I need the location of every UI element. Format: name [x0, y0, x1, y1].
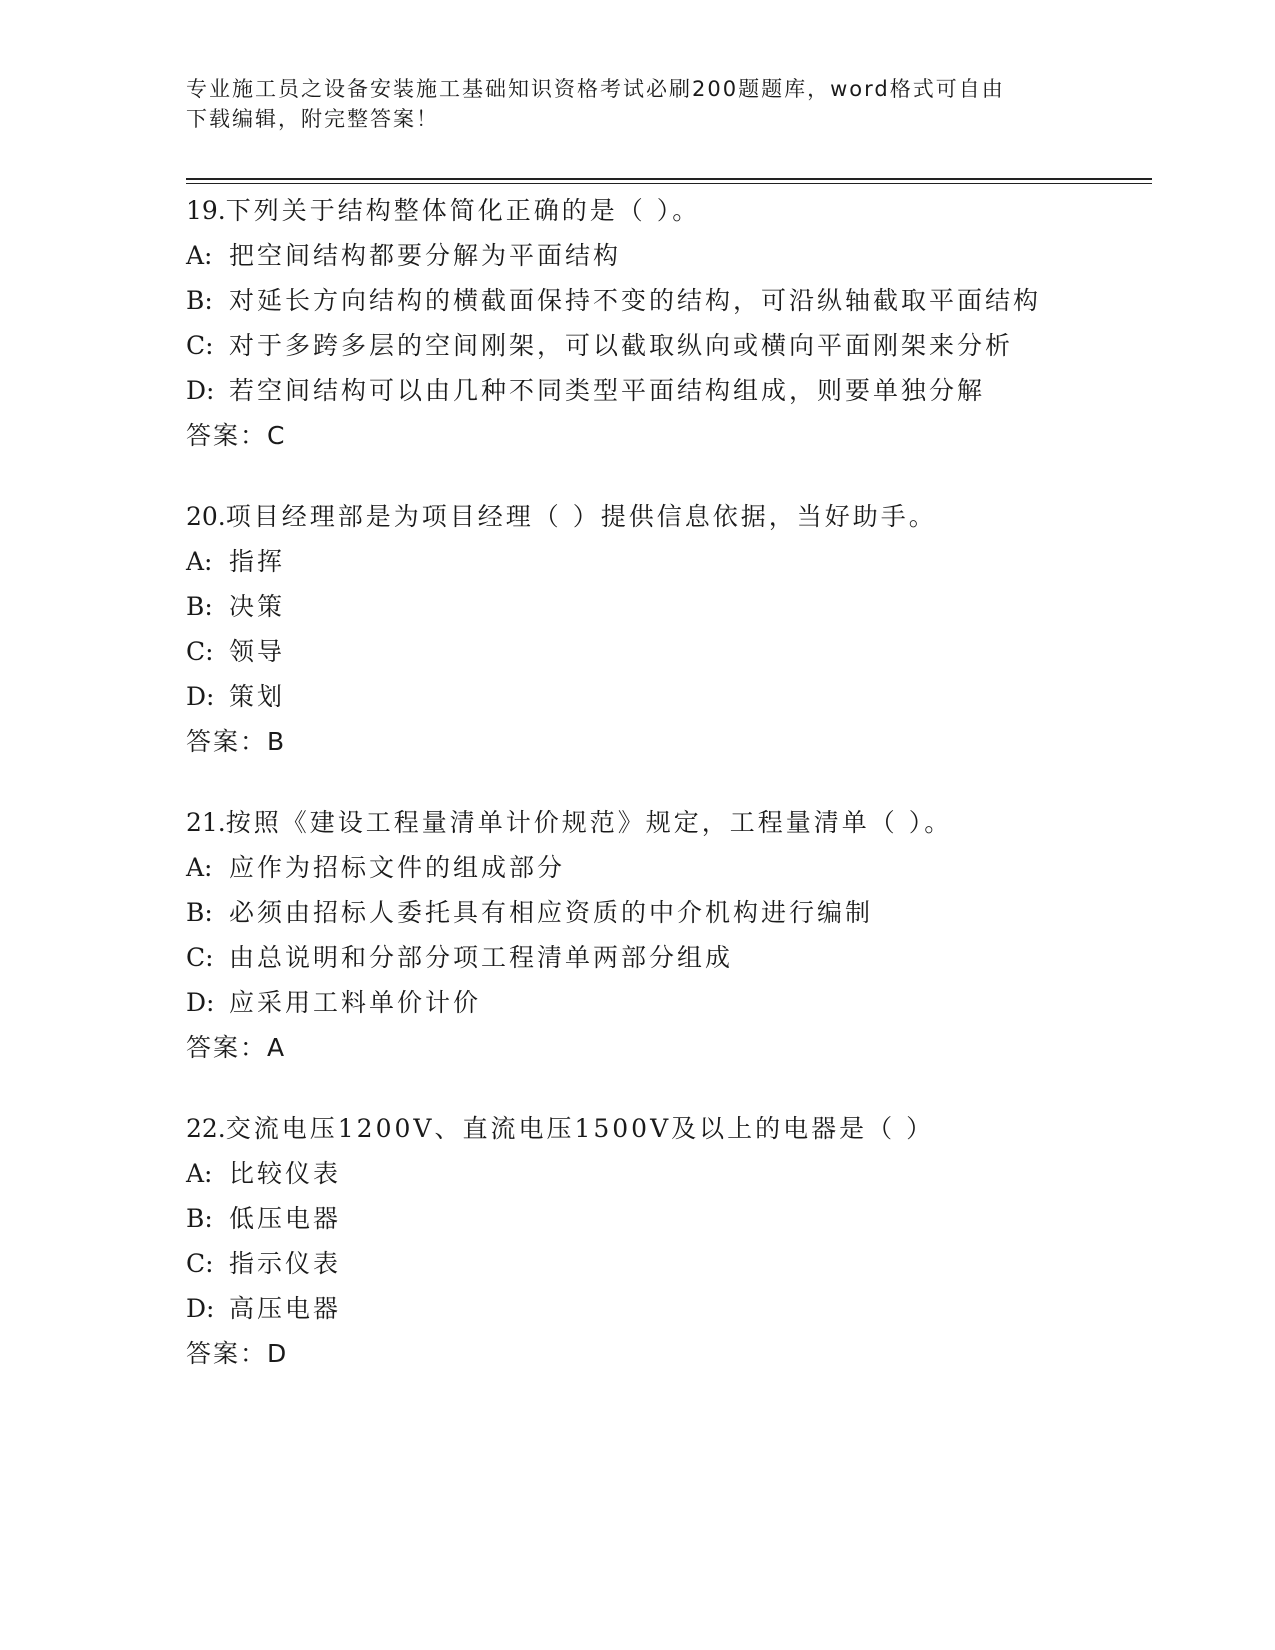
option-text: 指示仪表 — [229, 1249, 342, 1278]
question-20 — [186, 494, 1146, 764]
header-line-1: 专业施工员之设备安装施工基础知识资格考试必刷200题题库，word格式可自由 — [186, 77, 1005, 101]
option-c — [186, 629, 1146, 674]
option-a — [186, 539, 1146, 584]
option-text: 应作为招标文件的组成部分 — [229, 853, 566, 882]
question-stem — [186, 800, 1146, 845]
header-divider-thin — [186, 183, 1152, 184]
option-c — [186, 323, 1146, 368]
option-a — [186, 845, 1146, 890]
option-b — [186, 1196, 1146, 1241]
question-number: 22. — [186, 1114, 226, 1143]
option-key: A: — [186, 547, 213, 576]
option-text: 策划 — [229, 682, 286, 711]
option-a — [186, 1151, 1146, 1196]
question-number: 19. — [186, 196, 226, 225]
answer: 答案：A — [186, 1033, 287, 1062]
option-key: A: — [186, 853, 213, 882]
option-key: D: — [186, 376, 215, 405]
option-b — [186, 278, 1146, 323]
document-header — [186, 74, 1066, 134]
option-text: 把空间结构都要分解为平面结构 — [229, 241, 622, 270]
option-key: D: — [186, 1294, 215, 1323]
option-b — [186, 890, 1146, 935]
option-key: C: — [186, 637, 214, 666]
question-text: 下列关于结构整体简化正确的是（ ）。 — [225, 196, 701, 225]
option-key: B: — [186, 592, 213, 621]
option-text: 必须由招标人委托具有相应资质的中介机构进行编制 — [229, 898, 874, 927]
option-text: 由总说明和分部分项工程清单两部分组成 — [229, 943, 734, 972]
option-text: 决策 — [229, 592, 286, 621]
option-key: C: — [186, 943, 214, 972]
option-text: 高压电器 — [229, 1294, 342, 1323]
option-key: A: — [186, 241, 213, 270]
option-d — [186, 368, 1146, 413]
question-text: 交流电压1200V、直流电压1500V及以上的电器是（ ） — [225, 1114, 935, 1143]
header-divider — [186, 178, 1152, 180]
option-c — [186, 935, 1146, 980]
question-number: 21. — [186, 808, 226, 837]
option-c — [186, 1241, 1146, 1286]
option-d — [186, 1286, 1146, 1331]
option-key: D: — [186, 988, 215, 1017]
option-text: 领导 — [229, 637, 286, 666]
option-key: B: — [186, 286, 213, 315]
option-text: 比较仪表 — [229, 1159, 342, 1188]
option-key: B: — [186, 898, 213, 927]
option-key: D: — [186, 682, 215, 711]
option-text: 对于多跨多层的空间刚架，可以截取纵向或横向平面刚架来分析 — [229, 331, 1014, 360]
option-text: 对延长方向结构的横截面保持不变的结构，可沿纵轴截取平面结构 — [229, 286, 1042, 315]
option-b — [186, 584, 1146, 629]
question-text: 按照《建设工程量清单计价规范》规定，工程量清单（ ）。 — [225, 808, 953, 837]
question-stem — [186, 188, 1146, 233]
option-a — [186, 233, 1146, 278]
question-list — [186, 188, 1146, 1376]
question-number: 20. — [186, 502, 226, 531]
question-22 — [186, 1106, 1146, 1376]
answer: 答案：D — [186, 1339, 289, 1368]
option-key: C: — [186, 1249, 214, 1278]
header-line-2: 下载编辑，附完整答案！ — [186, 107, 439, 131]
option-key: A: — [186, 1159, 213, 1188]
question-stem — [186, 494, 1146, 539]
question-21 — [186, 800, 1146, 1070]
option-key: C: — [186, 331, 214, 360]
answer: 答案：C — [186, 421, 287, 450]
answer: 答案：B — [186, 727, 287, 756]
option-d — [186, 674, 1146, 719]
option-text: 若空间结构可以由几种不同类型平面结构组成，则要单独分解 — [229, 376, 986, 405]
option-text: 低压电器 — [229, 1204, 342, 1233]
option-d — [186, 980, 1146, 1025]
option-text: 指挥 — [229, 547, 286, 576]
option-text: 应采用工料单价计价 — [229, 988, 482, 1017]
question-19 — [186, 188, 1146, 458]
option-key: B: — [186, 1204, 213, 1233]
question-stem — [186, 1106, 1146, 1151]
question-text: 项目经理部是为项目经理（ ）提供信息依据，当好助手。 — [225, 502, 937, 531]
